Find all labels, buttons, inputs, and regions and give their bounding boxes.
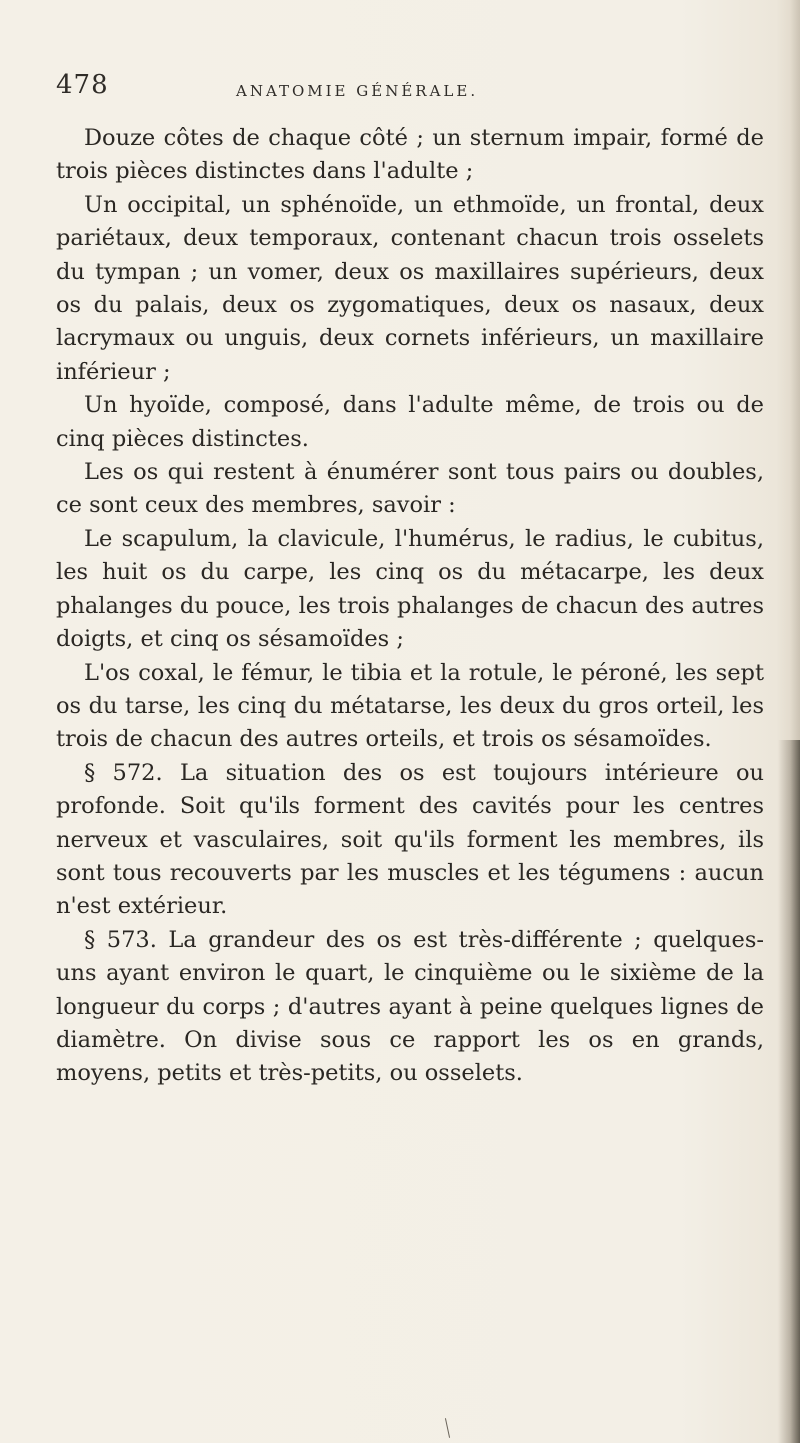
paragraph-section-573: § 573. La grandeur des os est très-différente ; quelques-uns ayant environ le quart, le cinquième ou le sixième de la longueur du corps ; d'autres ayant à peine quelques lignes de diamètre. On divise sous ce rapport les os en grands, moyens, petits et très-petits, ou osselets. — [56, 926, 764, 1087]
body-text — [56, 122, 764, 1091]
paragraph-upper-limb: Le scapulum, la clavicule, l'humérus, le radius, le cubitus, les huit os du carpe, les cinq os du métacarpe, les deux phalanges du pouce, les trois phalanges de chacun des autres doigts, et cinq os sésamoïdes ; — [56, 525, 764, 653]
paragraph-paired-bones-intro: Les os qui restent à énumérer sont tous pairs ou doubles, ce sont ceux des membres, savoir : — [56, 459, 764, 519]
paragraph-lower-limb: L'os coxal, le fémur, le tibia et la rotule, le péroné, les sept os du tarse, les cinq du métatarse, les deux du gros orteil, les trois de chacun des autres orteils, et trois os sésamoïdes. — [56, 659, 764, 753]
stray-ink-mark — [445, 1418, 450, 1438]
paragraph-ribs-sternum: Douze côtes de chaque côté ; un sternum impair, formé de trois pièces distinctes dans l'adulte ; — [56, 125, 764, 185]
page-header — [56, 70, 776, 110]
paragraph-section-572: § 572. La situation des os est toujours intérieure ou profonde. Soit qu'ils forment des cavités pour les centres nerveux et vasculaires, soit qu'ils forment les membres, ils sont tous recouverts par les muscles et les tégumens : aucun n'est extérieur. — [56, 759, 764, 920]
paragraph-skull-bones: Un occipital, un sphénoïde, un ethmoïde, un frontal, deux pariétaux, deux temporaux, contenant chacun trois osselets du tympan ; un vomer, deux os maxillaires supérieurs, deux os du palais, deux os zygomatiques, deux os nasaux, deux lacrymaux ou unguis, deux cornets inférieurs, un maxillaire inférieur ; — [56, 191, 764, 385]
paragraph-hyoid: Un hyoïde, composé, dans l'adulte même, de trois ou de cinq pièces distinctes. — [56, 392, 764, 452]
page-number: 478 — [56, 70, 109, 100]
running-head: ANATOMIE GÉNÉRALE. — [236, 82, 479, 100]
page-edge-shadow — [778, 740, 800, 1443]
page-edge-shadow-top — [790, 0, 800, 740]
